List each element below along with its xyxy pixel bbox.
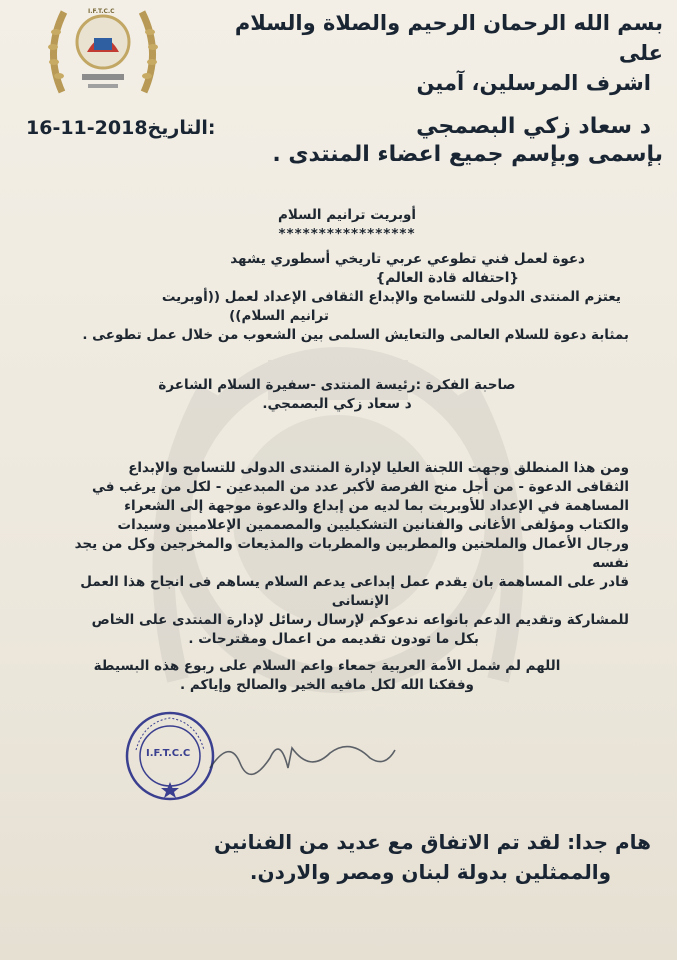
operetta-title (187, 206, 507, 244)
header-invocation (203, 8, 663, 98)
date-label: التاريخ: (147, 117, 216, 139)
invite-line-2: {احتفاله قادة العالم} (375, 270, 519, 286)
main-paragraph (49, 459, 629, 649)
closing-prayer (67, 657, 587, 695)
invitation-block (49, 250, 629, 345)
invite-line-1: دعوة لعمل فني تطوعي عربي تاريخي أسطوري يشهد (230, 251, 585, 267)
title-text: أوبريت ترانيم السلام (277, 207, 417, 223)
invite-line-5: بمثابة دعوة للسلام العالمى والتعايش السلمى بين الشعوب من خلال عمل تطوعى . (82, 327, 629, 343)
invite-line-4: ترانيم السلام)) (229, 308, 329, 324)
prayer-line-2: وفقكنا الله لكل مافيه الخير والصالح وإياكم . (180, 677, 474, 693)
stamp-acronym: I.F.T.C.C (146, 748, 191, 759)
organization-emblem-icon (42, 2, 164, 102)
para-line-8: للمشاركة وتقديم الدعم بانواعه ندعوكم لإرسال رسائل لإدارة المنتدى على الخاص (91, 612, 629, 628)
prayer-line-1: اللهم لم شمل الأمة العربية جمعاء واعم السلام على ربوع هذه البسيطة (93, 658, 561, 674)
idea-line-1: صاحبة الفكرة :رئيسة المنتدى -سفيرة السلام الشاعرة (158, 377, 516, 393)
title-stars: ***************** (278, 226, 416, 242)
idea-owner-block (137, 376, 537, 414)
date-value: 16-11-2018 (26, 117, 148, 139)
important-line-2: والممثلين بدولة لبنان ومصر والاردن. (249, 860, 611, 884)
para-line-1: ومن هذا المنطلق وجهت اللجنة العليا لإدارة المنتدى الدولى للتسامح والإبداع (128, 460, 629, 476)
para-line-4: والكتاب ومؤلفى الأغانى والفنانين التشكيليين والمصممين الإعلاميين وسيدات (117, 517, 629, 533)
header-line-1: بسم الله الرحمان الرحيم والصلاة والسلام على (234, 11, 663, 65)
important-line-1: هام جدا: لقد تم الاتفاق مع عديد من الفنانين (213, 830, 651, 854)
on-behalf-line: بإسمى وبإسم جميع اعضاء المنتدى . (272, 142, 663, 167)
idea-line-2: د سعاد زكي البصمجي. (262, 396, 412, 412)
document-date (26, 117, 215, 139)
para-line-9: بكل ما تودون تقديمه من اعمال ومقترحات . (188, 631, 479, 647)
para-line-5: ورجال الأعمال والملحنين والمطربين والمطربات والمذيعات والمخرجين وكل من يجد نفسه (74, 536, 629, 571)
para-line-7: الإنسانى (331, 593, 389, 609)
header-line-2: اشرف المرسلين، آمين (416, 71, 651, 95)
important-note (91, 827, 651, 887)
para-line-3: المساهمة في الإعداد للأوبريت بما لديه من إبداع والدعوة موجهة إلى الشعراء (124, 498, 629, 514)
invite-line-3: يعتزم المنتدى الدولى للتسامح والإبداع الثقافى الإعداد لعمل ((أوبريت (161, 289, 621, 305)
para-line-2: الثقافى الدعوة - من أجل منح الفرصة لأكبر عدد من المبدعين - لكل من يرغب في (91, 479, 629, 495)
logo-acronym: I.F.T.C.C (88, 8, 115, 15)
sender-name: د سعاد زكي البصمجي (416, 114, 651, 139)
signature-scribble-icon (200, 728, 400, 788)
para-line-6: قادر على المساهمة بان يقدم عمل إبداعى يدعم السلام يساهم فى انجاح هذا العمل (80, 574, 629, 590)
